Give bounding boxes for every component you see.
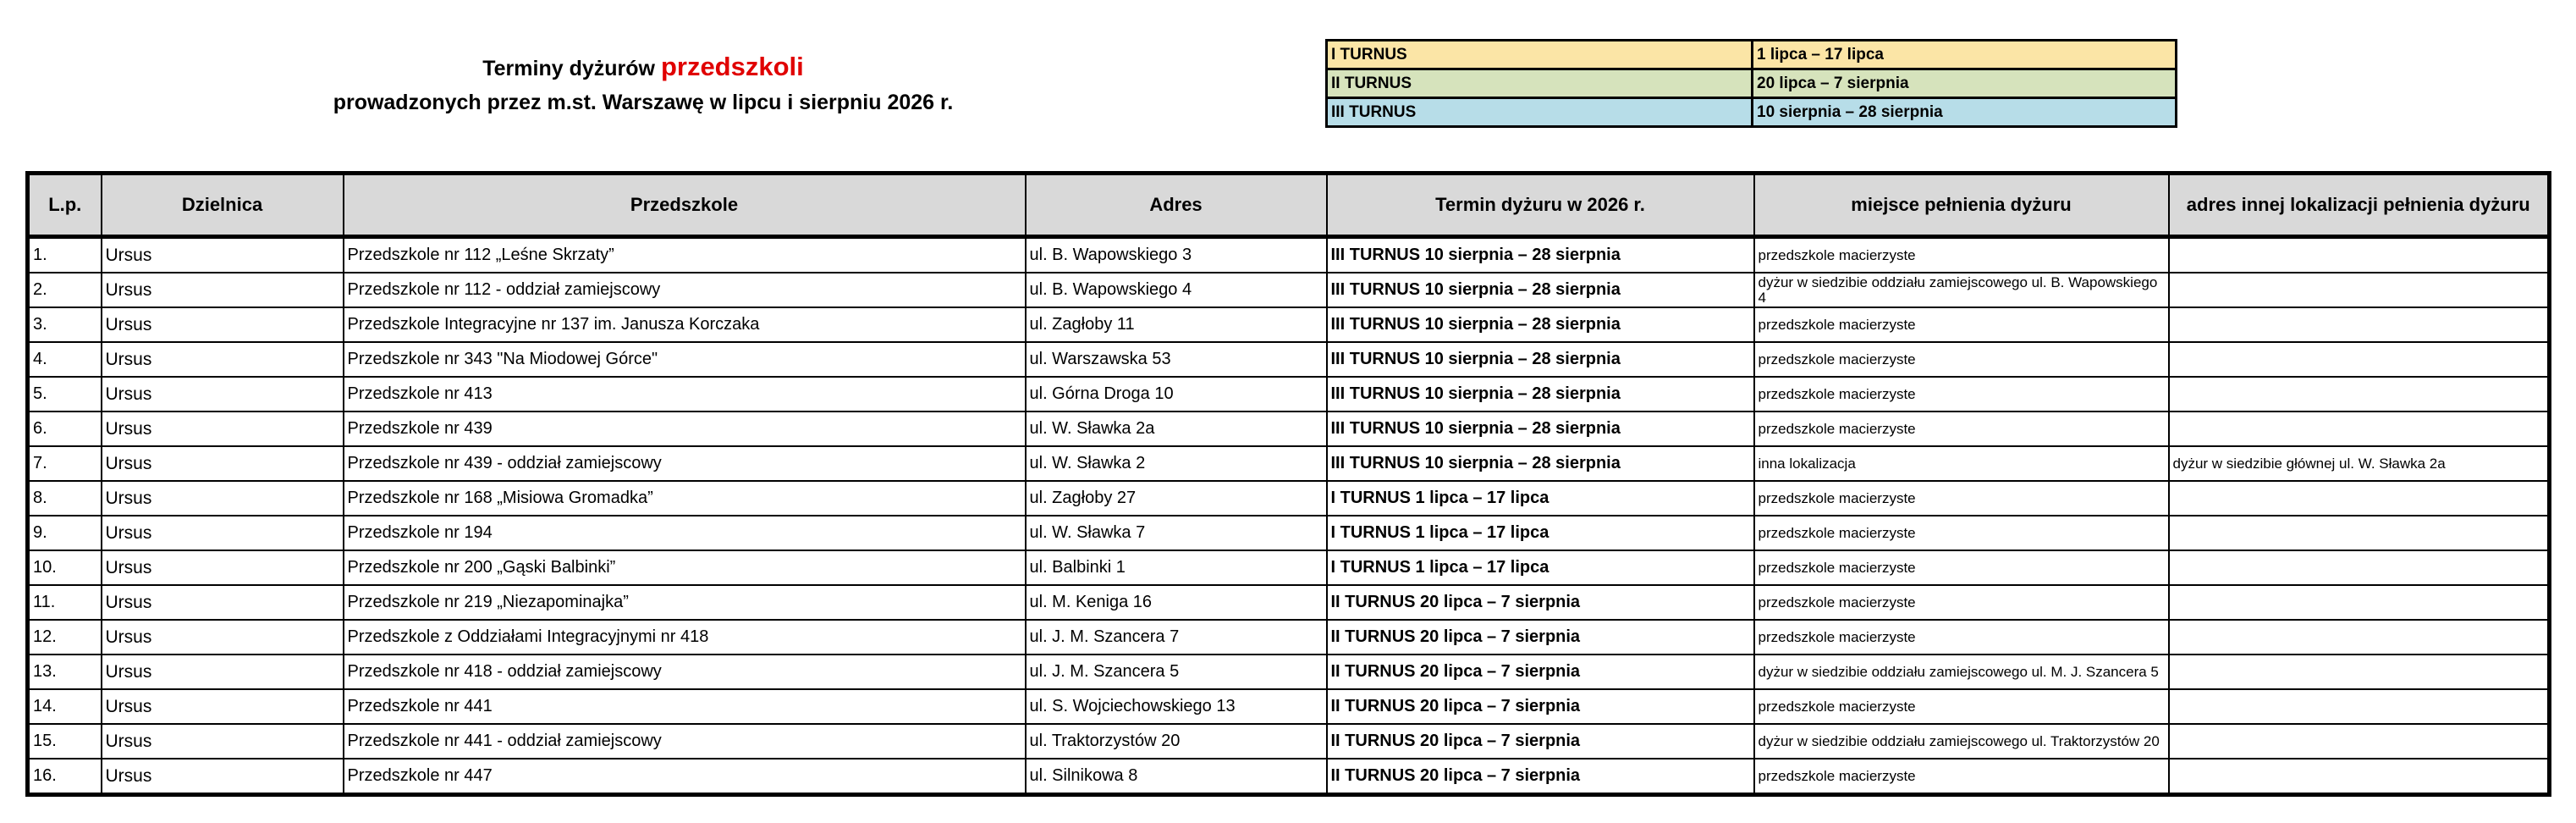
table-row bbox=[28, 585, 2550, 620]
row-address: ul. Warszawska 53 bbox=[1026, 342, 1327, 377]
row-number: 5. bbox=[28, 377, 102, 412]
legend-row bbox=[1327, 41, 2177, 69]
table-row bbox=[28, 620, 2550, 655]
row-address: ul. Traktorzystów 20 bbox=[1026, 724, 1327, 759]
legend-row bbox=[1327, 69, 2177, 98]
column-header-lp: L.p. bbox=[28, 174, 102, 237]
row-term: II TURNUS 20 lipca – 7 sierpnia bbox=[1327, 724, 1754, 759]
row-district: Ursus bbox=[102, 377, 344, 412]
table-row bbox=[28, 307, 2550, 342]
row-address: ul. W. Sławka 2a bbox=[1026, 412, 1327, 446]
row-district: Ursus bbox=[102, 585, 344, 620]
row-number: 6. bbox=[28, 412, 102, 446]
row-duty-place: przedszkole macierzyste bbox=[1754, 620, 2169, 655]
row-school: Przedszkole nr 441 - oddział zamiejscowy bbox=[344, 724, 1026, 759]
title-subtitle: prowadzonych przez m.st. Warszawę w lipcu i sierpniu 2026 r. bbox=[333, 91, 954, 114]
row-alt-address bbox=[2169, 377, 2550, 412]
row-duty-place: dyżur w siedzibie oddziału zamiejscowego ul. B. Wapowskiego 4 bbox=[1754, 273, 2169, 307]
table-row bbox=[28, 550, 2550, 585]
row-district: Ursus bbox=[102, 307, 344, 342]
table-row bbox=[28, 759, 2550, 795]
row-term: II TURNUS 20 lipca – 7 sierpnia bbox=[1327, 585, 1754, 620]
row-alt-address bbox=[2169, 237, 2550, 273]
row-alt-address bbox=[2169, 412, 2550, 446]
row-school: Przedszkole nr 343 "Na Miodowej Górce" bbox=[344, 342, 1026, 377]
row-alt-address bbox=[2169, 342, 2550, 377]
row-duty-place: przedszkole macierzyste bbox=[1754, 550, 2169, 585]
column-header-alt-address: adres innej lokalizacji pełnienia dyżuru bbox=[2169, 174, 2550, 237]
title-highlight: przedszkoli bbox=[660, 52, 804, 81]
row-district: Ursus bbox=[102, 516, 344, 550]
row-alt-address bbox=[2169, 516, 2550, 550]
title-line bbox=[279, 52, 1007, 83]
row-alt-address bbox=[2169, 585, 2550, 620]
row-school: Przedszkole z Oddziałami Integracyjnymi nr 418 bbox=[344, 620, 1026, 655]
row-address: ul. J. M. Szancera 5 bbox=[1026, 655, 1327, 689]
column-header-place: miejsce pełnienia dyżuru bbox=[1754, 174, 2169, 237]
row-duty-place: przedszkole macierzyste bbox=[1754, 342, 2169, 377]
row-alt-address bbox=[2169, 273, 2550, 307]
row-number: 15. bbox=[28, 724, 102, 759]
row-term: II TURNUS 20 lipca – 7 sierpnia bbox=[1327, 655, 1754, 689]
row-alt-address bbox=[2169, 481, 2550, 516]
table-row bbox=[28, 342, 2550, 377]
table-row bbox=[28, 689, 2550, 724]
row-number: 9. bbox=[28, 516, 102, 550]
column-header-school: Przedszkole bbox=[344, 174, 1026, 237]
turnus-legend bbox=[1325, 39, 2177, 128]
row-district: Ursus bbox=[102, 237, 344, 273]
row-duty-place: dyżur w siedzibie oddziału zamiejscowego ul. M. J. Szancera 5 bbox=[1754, 655, 2169, 689]
row-address: ul. Zagłoby 27 bbox=[1026, 481, 1327, 516]
row-school: Przedszkole nr 439 bbox=[344, 412, 1026, 446]
document-title bbox=[279, 52, 1007, 119]
column-header-address: Adres bbox=[1026, 174, 1327, 237]
row-school: Przedszkole nr 441 bbox=[344, 689, 1026, 724]
row-school: Przedszkole nr 418 - oddział zamiejscowy bbox=[344, 655, 1026, 689]
row-duty-place: przedszkole macierzyste bbox=[1754, 481, 2169, 516]
row-duty-place: przedszkole macierzyste bbox=[1754, 759, 2169, 795]
row-alt-address bbox=[2169, 655, 2550, 689]
table-row bbox=[28, 655, 2550, 689]
row-term: III TURNUS 10 sierpnia – 28 sierpnia bbox=[1327, 237, 1754, 273]
row-district: Ursus bbox=[102, 655, 344, 689]
row-number: 2. bbox=[28, 273, 102, 307]
row-term: III TURNUS 10 sierpnia – 28 sierpnia bbox=[1327, 377, 1754, 412]
row-number: 7. bbox=[28, 446, 102, 481]
legend-turnus-dates: 10 sierpnia – 28 sierpnia bbox=[1753, 98, 2177, 127]
row-term: II TURNUS 20 lipca – 7 sierpnia bbox=[1327, 689, 1754, 724]
row-school: Przedszkole nr 219 „Niezapominajka” bbox=[344, 585, 1026, 620]
row-alt-address: dyżur w siedzibie głównej ul. W. Sławka 2a bbox=[2169, 446, 2550, 481]
row-alt-address bbox=[2169, 550, 2550, 585]
row-district: Ursus bbox=[102, 481, 344, 516]
row-number: 16. bbox=[28, 759, 102, 795]
row-number: 13. bbox=[28, 655, 102, 689]
row-address: ul. Zagłoby 11 bbox=[1026, 307, 1327, 342]
row-school: Przedszkole nr 447 bbox=[344, 759, 1026, 795]
row-term: III TURNUS 10 sierpnia – 28 sierpnia bbox=[1327, 273, 1754, 307]
row-district: Ursus bbox=[102, 550, 344, 585]
row-number: 3. bbox=[28, 307, 102, 342]
table-row bbox=[28, 724, 2550, 759]
row-school: Przedszkole nr 194 bbox=[344, 516, 1026, 550]
row-district: Ursus bbox=[102, 412, 344, 446]
row-term: I TURNUS 1 lipca – 17 lipca bbox=[1327, 550, 1754, 585]
legend-turnus-name: I TURNUS bbox=[1327, 41, 1753, 69]
row-number: 8. bbox=[28, 481, 102, 516]
row-address: ul. M. Keniga 16 bbox=[1026, 585, 1327, 620]
row-district: Ursus bbox=[102, 620, 344, 655]
row-school: Przedszkole nr 439 - oddział zamiejscowy bbox=[344, 446, 1026, 481]
row-address: ul. S. Wojciechowskiego 13 bbox=[1026, 689, 1327, 724]
row-duty-place: przedszkole macierzyste bbox=[1754, 585, 2169, 620]
row-district: Ursus bbox=[102, 724, 344, 759]
row-number: 12. bbox=[28, 620, 102, 655]
row-number: 4. bbox=[28, 342, 102, 377]
row-school: Przedszkole nr 168 „Misiowa Gromadka” bbox=[344, 481, 1026, 516]
row-duty-place: dyżur w siedzibie oddziału zamiejscowego ul. Traktorzystów 20 bbox=[1754, 724, 2169, 759]
row-term: II TURNUS 20 lipca – 7 sierpnia bbox=[1327, 620, 1754, 655]
row-number: 14. bbox=[28, 689, 102, 724]
row-term: III TURNUS 10 sierpnia – 28 sierpnia bbox=[1327, 342, 1754, 377]
column-header-district: Dzielnica bbox=[102, 174, 344, 237]
row-term: III TURNUS 10 sierpnia – 28 sierpnia bbox=[1327, 412, 1754, 446]
row-address: ul. B. Wapowskiego 4 bbox=[1026, 273, 1327, 307]
row-school: Przedszkole nr 200 „Gąski Balbinki” bbox=[344, 550, 1026, 585]
row-duty-place: przedszkole macierzyste bbox=[1754, 516, 2169, 550]
row-term: I TURNUS 1 lipca – 17 lipca bbox=[1327, 481, 1754, 516]
row-number: 11. bbox=[28, 585, 102, 620]
title-prefix: Terminy dyżurów bbox=[482, 57, 655, 80]
row-term: III TURNUS 10 sierpnia – 28 sierpnia bbox=[1327, 446, 1754, 481]
row-duty-place: przedszkole macierzyste bbox=[1754, 237, 2169, 273]
row-alt-address bbox=[2169, 689, 2550, 724]
row-address: ul. Górna Droga 10 bbox=[1026, 377, 1327, 412]
row-address: ul. J. M. Szancera 7 bbox=[1026, 620, 1327, 655]
table-row bbox=[28, 516, 2550, 550]
row-address: ul. B. Wapowskiego 3 bbox=[1026, 237, 1327, 273]
row-duty-place: przedszkole macierzyste bbox=[1754, 412, 2169, 446]
row-term: III TURNUS 10 sierpnia – 28 sierpnia bbox=[1327, 307, 1754, 342]
row-number: 1. bbox=[28, 237, 102, 273]
row-school: Przedszkole nr 112 - oddział zamiejscowy bbox=[344, 273, 1026, 307]
row-school: Przedszkole Integracyjne nr 137 im. Janusza Korczaka bbox=[344, 307, 1026, 342]
row-number: 10. bbox=[28, 550, 102, 585]
row-alt-address bbox=[2169, 759, 2550, 795]
row-address: ul. Silnikowa 8 bbox=[1026, 759, 1327, 795]
row-duty-place: przedszkole macierzyste bbox=[1754, 689, 2169, 724]
row-district: Ursus bbox=[102, 273, 344, 307]
table-row bbox=[28, 412, 2550, 446]
row-term: II TURNUS 20 lipca – 7 sierpnia bbox=[1327, 759, 1754, 795]
table-row bbox=[28, 237, 2550, 273]
row-district: Ursus bbox=[102, 446, 344, 481]
legend-turnus-name: II TURNUS bbox=[1327, 69, 1753, 98]
row-alt-address bbox=[2169, 307, 2550, 342]
row-alt-address bbox=[2169, 620, 2550, 655]
legend-row bbox=[1327, 98, 2177, 127]
table-header-row bbox=[28, 174, 2550, 237]
table-row bbox=[28, 481, 2550, 516]
row-school: Przedszkole nr 112 „Leśne Skrzaty” bbox=[344, 237, 1026, 273]
row-district: Ursus bbox=[102, 689, 344, 724]
row-alt-address bbox=[2169, 724, 2550, 759]
row-school: Przedszkole nr 413 bbox=[344, 377, 1026, 412]
table-row bbox=[28, 377, 2550, 412]
row-address: ul. W. Sławka 2 bbox=[1026, 446, 1327, 481]
duty-schedule-table bbox=[25, 171, 2551, 797]
row-address: ul. W. Sławka 7 bbox=[1026, 516, 1327, 550]
legend-turnus-dates: 20 lipca – 7 sierpnia bbox=[1753, 69, 2177, 98]
row-duty-place: inna lokalizacja bbox=[1754, 446, 2169, 481]
row-duty-place: przedszkole macierzyste bbox=[1754, 307, 2169, 342]
legend-turnus-dates: 1 lipca – 17 lipca bbox=[1753, 41, 2177, 69]
column-header-term: Termin dyżuru w 2026 r. bbox=[1327, 174, 1754, 237]
row-address: ul. Balbinki 1 bbox=[1026, 550, 1327, 585]
row-district: Ursus bbox=[102, 342, 344, 377]
legend-turnus-name: III TURNUS bbox=[1327, 98, 1753, 127]
table-row bbox=[28, 446, 2550, 481]
row-term: I TURNUS 1 lipca – 17 lipca bbox=[1327, 516, 1754, 550]
table-row bbox=[28, 273, 2550, 307]
row-district: Ursus bbox=[102, 759, 344, 795]
row-duty-place: przedszkole macierzyste bbox=[1754, 377, 2169, 412]
